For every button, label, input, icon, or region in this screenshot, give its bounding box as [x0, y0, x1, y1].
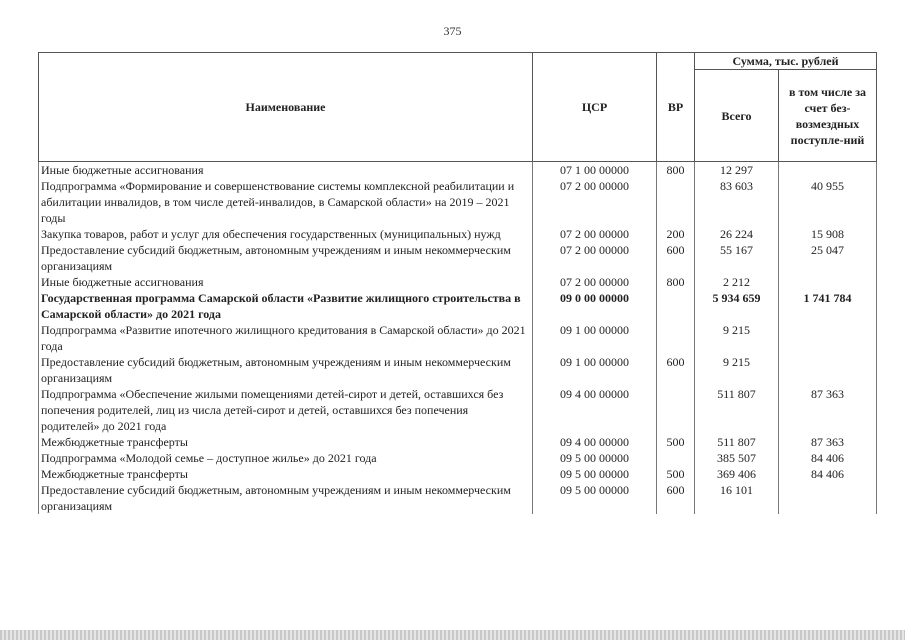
row-csr: 09 0 00 00000 [533, 290, 657, 322]
row-total: 5 934 659 [695, 290, 779, 322]
row-total: 16 101 [695, 482, 779, 514]
row-vr [657, 450, 695, 466]
row-grant: 1 741 784 [779, 290, 877, 322]
row-vr: 800 [657, 162, 695, 179]
row-name: Предоставление субсидий бюджетным, автономным учреждениям и иным некоммерческим организациям [39, 482, 533, 514]
table-row [39, 482, 877, 514]
row-total: 83 603 [695, 178, 779, 226]
budget-table [38, 52, 877, 514]
row-vr: 800 [657, 274, 695, 290]
row-grant [779, 162, 877, 179]
table-row [39, 178, 877, 226]
row-name: Государственная программа Самарской области «Развитие жилищного строительства в Самарской области» до 2021 года [39, 290, 533, 322]
row-total: 511 807 [695, 434, 779, 450]
row-grant: 84 406 [779, 466, 877, 482]
table-body [39, 162, 877, 515]
row-total: 385 507 [695, 450, 779, 466]
table-row [39, 226, 877, 242]
row-csr: 07 1 00 00000 [533, 162, 657, 179]
header-sum: Сумма, тыс. рублей [695, 53, 877, 70]
row-csr: 07 2 00 00000 [533, 178, 657, 226]
row-name: Предоставление субсидий бюджетным, автономным учреждениям и иным некоммерческим организациям [39, 354, 533, 386]
row-total: 369 406 [695, 466, 779, 482]
row-name: Подпрограмма «Молодой семье – доступное жилье» до 2021 года [39, 450, 533, 466]
row-csr: 09 5 00 00000 [533, 450, 657, 466]
row-total: 2 212 [695, 274, 779, 290]
row-vr: 500 [657, 466, 695, 482]
row-total: 511 807 [695, 386, 779, 434]
table-row [39, 322, 877, 354]
row-grant: 15 908 [779, 226, 877, 242]
row-csr: 07 2 00 00000 [533, 226, 657, 242]
row-grant [779, 482, 877, 514]
row-csr: 07 2 00 00000 [533, 242, 657, 274]
row-name: Закупка товаров, работ и услуг для обеспечения государственных (муниципальных) нужд [39, 226, 533, 242]
table-row [39, 386, 877, 434]
row-csr: 09 4 00 00000 [533, 386, 657, 434]
scan-edge [0, 630, 905, 640]
row-grant: 40 955 [779, 178, 877, 226]
header-total: Всего [695, 70, 779, 162]
table-row [39, 242, 877, 274]
row-grant [779, 322, 877, 354]
row-csr: 09 1 00 00000 [533, 322, 657, 354]
row-csr: 09 1 00 00000 [533, 354, 657, 386]
table-row [39, 274, 877, 290]
row-name: Межбюджетные трансферты [39, 434, 533, 450]
row-csr: 09 5 00 00000 [533, 482, 657, 514]
table-row [39, 162, 877, 179]
row-grant: 87 363 [779, 434, 877, 450]
table-row-program [39, 290, 877, 322]
row-csr: 09 5 00 00000 [533, 466, 657, 482]
row-total: 26 224 [695, 226, 779, 242]
row-grant [779, 354, 877, 386]
table-row [39, 354, 877, 386]
row-vr [657, 178, 695, 226]
row-name: Межбюджетные трансферты [39, 466, 533, 482]
header-vr: ВР [657, 53, 695, 162]
header-grant: в том числе за счет без-возмездных поступле-ний [779, 70, 877, 162]
row-vr: 600 [657, 482, 695, 514]
row-total: 9 215 [695, 322, 779, 354]
row-name: Предоставление субсидий бюджетным, автономным учреждениям и иным некоммерческим организациям [39, 242, 533, 274]
row-vr [657, 290, 695, 322]
row-csr: 07 2 00 00000 [533, 274, 657, 290]
page-number: 375 [443, 24, 462, 38]
row-grant: 87 363 [779, 386, 877, 434]
row-vr: 200 [657, 226, 695, 242]
row-name: Подпрограмма «Развитие ипотечного жилищного кредитования в Самарской области» до 2021 года [39, 322, 533, 354]
row-vr [657, 322, 695, 354]
row-name: Подпрограмма «Обеспечение жилыми помещениями детей-сирот и детей, оставшихся без попечения родителей, лиц из числа детей-сирот и детей, оставшихся без попечения родителей» до 2021 года [39, 386, 533, 434]
row-vr: 600 [657, 242, 695, 274]
row-vr: 500 [657, 434, 695, 450]
row-vr: 600 [657, 354, 695, 386]
row-grant: 84 406 [779, 450, 877, 466]
row-name: Иные бюджетные ассигнования [39, 162, 533, 179]
row-grant: 25 047 [779, 242, 877, 274]
table-row [39, 434, 877, 450]
row-total: 12 297 [695, 162, 779, 179]
table-row [39, 450, 877, 466]
row-name: Иные бюджетные ассигнования [39, 274, 533, 290]
row-grant [779, 274, 877, 290]
header-csr: ЦСР [533, 53, 657, 162]
table-row [39, 466, 877, 482]
row-total: 55 167 [695, 242, 779, 274]
row-total: 9 215 [695, 354, 779, 386]
row-name: Подпрограмма «Формирование и совершенствование системы комплексной реабилитации и абилитации инвалидов, в том числе детей-инвалидов, в Самарской области» на 2019 – 2021 годы [39, 178, 533, 226]
header-name: Наименование [39, 53, 533, 162]
row-vr [657, 386, 695, 434]
row-csr: 09 4 00 00000 [533, 434, 657, 450]
